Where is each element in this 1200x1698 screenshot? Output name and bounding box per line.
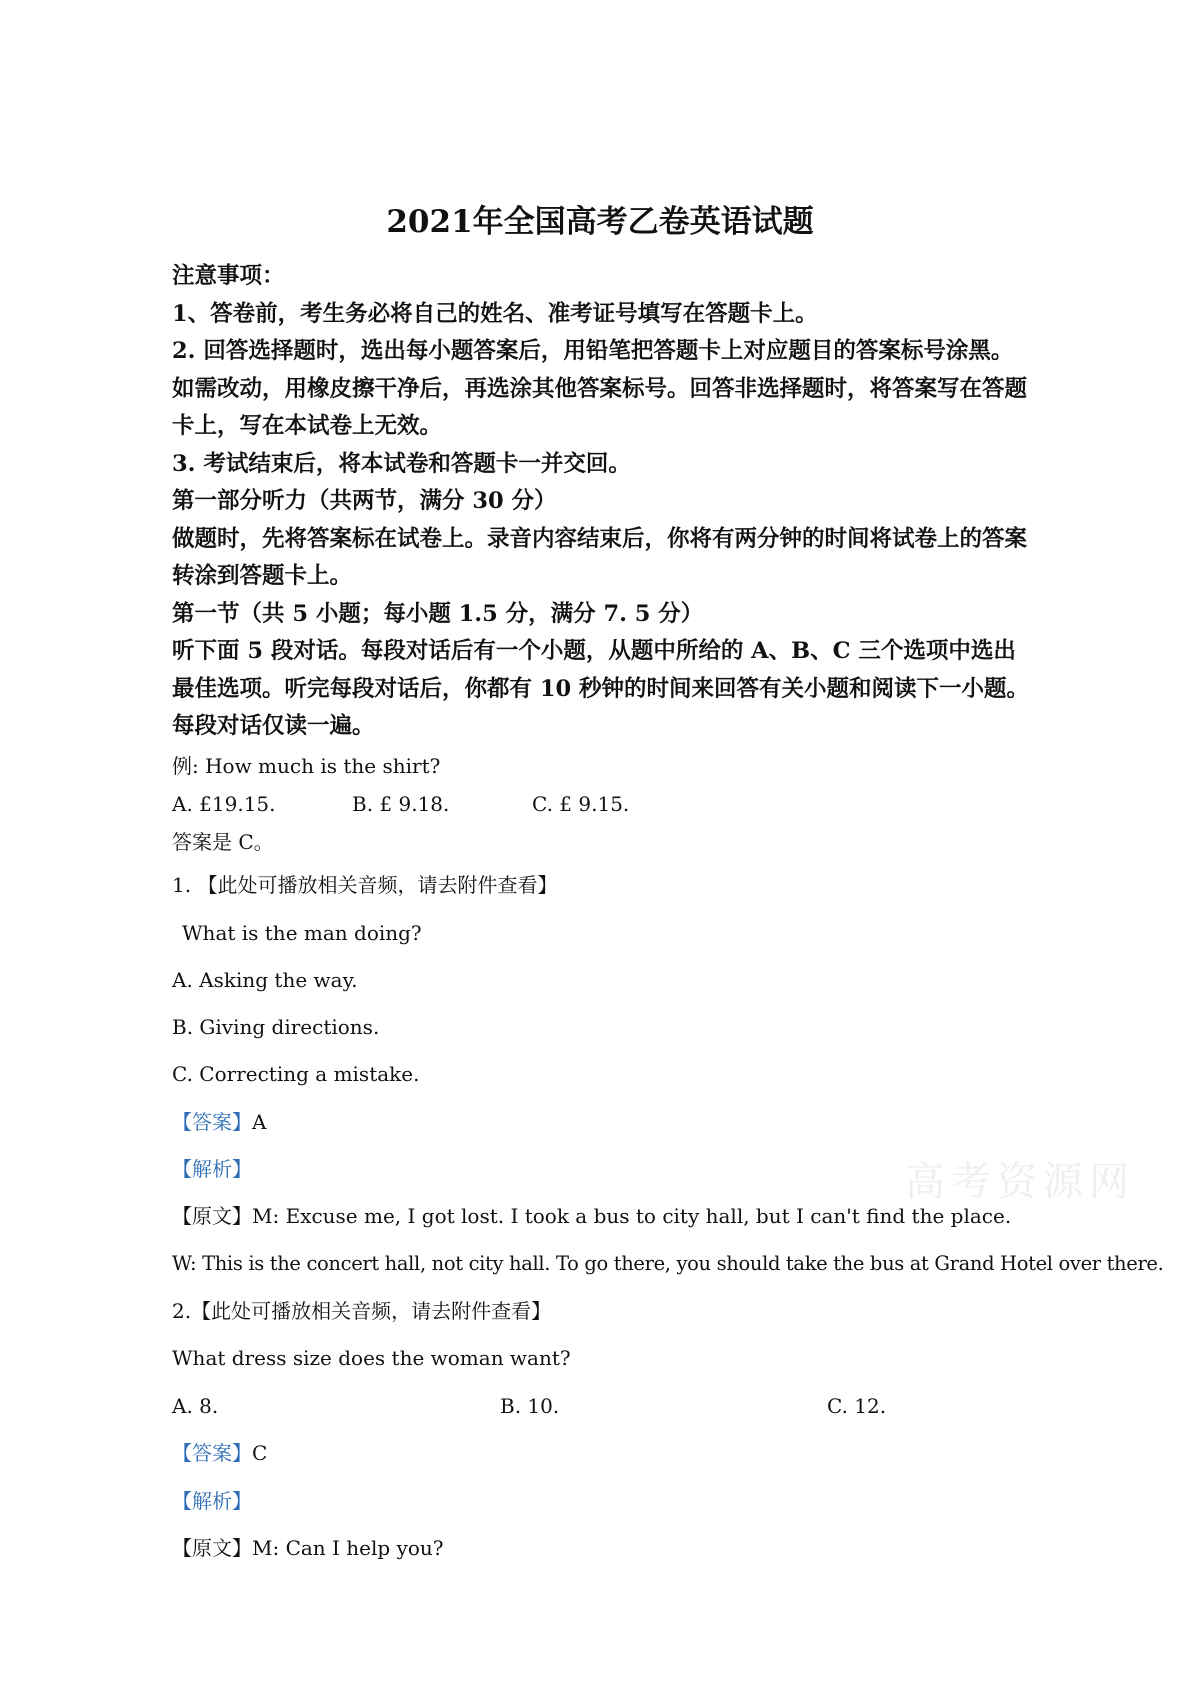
example-option-a: A. £19.15. xyxy=(172,792,276,816)
example-question: 例: How much is the shirt? xyxy=(172,754,441,778)
q2-script-m xyxy=(172,1535,444,1561)
q2-script-tag: 【原文】 xyxy=(172,1536,252,1560)
q1-option-b: B. Giving directions. xyxy=(172,1015,380,1039)
q1-script-tag: 【原文】 xyxy=(172,1204,252,1228)
q2-analysis-tag: 【解析】 xyxy=(172,1489,252,1513)
q1-option-a: A. Asking the way. xyxy=(172,968,358,992)
q2-question: What dress size does the woman want? xyxy=(172,1346,571,1370)
q2-answer xyxy=(172,1440,267,1466)
q2-option-b: B. 10. xyxy=(500,1394,560,1418)
example-option-c: C. £ 9.15. xyxy=(532,792,630,816)
q1-audio-note: 1. 【此处可播放相关音频，请去附件查看】 xyxy=(172,873,558,897)
part-one-heading: 第一部分听力（共两节，满分 30 分） xyxy=(172,488,557,514)
q2-option-c: C. 12. xyxy=(827,1394,887,1418)
example-answer: 答案是 C。 xyxy=(172,830,274,854)
q2-answer-tag: 【答案】 xyxy=(172,1441,252,1465)
q1-script-m xyxy=(172,1203,1011,1229)
q1-question: What is the man doing? xyxy=(182,921,422,945)
q2-script-m-text: M: Can I help you? xyxy=(252,1536,444,1560)
instruction-2: 2. 回答选择题时，选出每小题答案后，用铅笔把答题卡上对应题目的答案标号涂黑。如需改动，用橡皮擦干净后，再选涂其他答案标号。回答非选择题时，将答案写在答题卡上，写在本试卷上无效。 xyxy=(172,338,1028,439)
q1-script-m-text: M: Excuse me, I got lost. I took a bus to city hall, but I can't find the place. xyxy=(252,1204,1012,1228)
section-one-heading: 第一节（共 5 小题；每小题 1.5 分，满分 7. 5 分） xyxy=(172,600,704,627)
q1-script-w: W: This is the concert hall, not city hall. To go there, you should take the bus at Grand Hotel over there. xyxy=(172,1252,1164,1275)
q1-answer xyxy=(172,1109,266,1135)
instruction-1: 1、答卷前，考生务必将自己的姓名、准考证号填写在答题卡上。 xyxy=(172,300,818,327)
q2-audio-note: 2.【此处可播放相关音频，请去附件查看】 xyxy=(172,1299,552,1323)
q2-option-a: A. 8. xyxy=(172,1394,219,1418)
instruction-notice: 注意事项： xyxy=(172,263,285,289)
instructions-block xyxy=(172,258,1032,746)
example-option-b: B. £ 9.18. xyxy=(352,792,450,816)
q1-option-c: C. Correcting a mistake. xyxy=(172,1062,420,1086)
q1-analysis-tag: 【解析】 xyxy=(172,1157,252,1181)
section-one-directions: 听下面 5 段对话。每段对话后有一个小题，从题中所给的 A、B、C 三个选项中选出最佳选项。听完每段对话后，你都有 10 秒钟的时间来回答有关小题和阅读下一小题。每段对话仅读一遍。 xyxy=(172,638,1029,739)
q2-analysis xyxy=(172,1488,252,1514)
watermark: 高考资源网 xyxy=(905,1159,1135,1205)
q1-analysis xyxy=(172,1156,252,1182)
part-one-directions: 做题时，先将答案标在试卷上。录音内容结束后，你将有两分钟的时间将试卷上的答案转涂到答题卡上。 xyxy=(172,525,1028,589)
q1-answer-tag: 【答案】 xyxy=(172,1110,252,1134)
q2-answer-value: C xyxy=(252,1441,268,1465)
page-title: 2021年全国高考乙卷英语试题 xyxy=(386,204,814,240)
q1-answer-value: A xyxy=(252,1110,267,1134)
instruction-3: 3. 考试结束后，将本试卷和答题卡一并交回。 xyxy=(172,450,631,477)
